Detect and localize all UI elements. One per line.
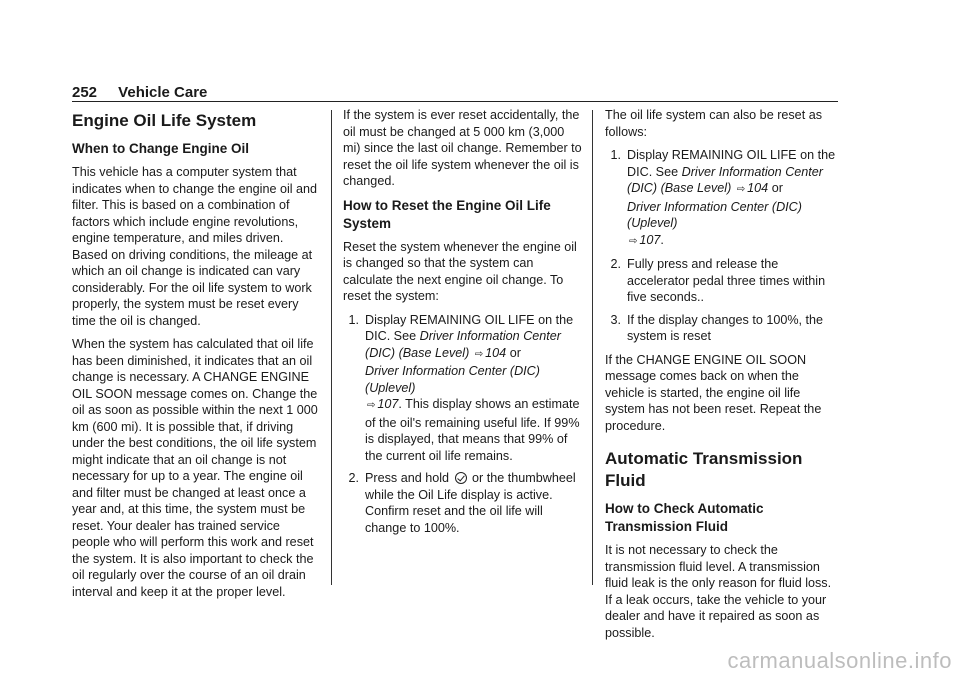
step-text: . This display shows an estimate of the oil's remaining useful life. If 99% is displayed, that means that 99% of the current oil life remains.	[365, 397, 580, 463]
page-ref-arrow-icon: ⇨	[474, 348, 484, 360]
step-number: 1.	[610, 148, 621, 162]
step-number: 2.	[610, 257, 621, 271]
step-text: Fully press and release the accelerator pedal three times within five seconds..	[627, 257, 826, 304]
subsection-heading: When to Change Engine Oil	[72, 141, 249, 156]
watermark: carmanualsonline.info	[727, 648, 952, 673]
step-text: or the thumbwheel while the Oil Life display is active. Confirm reset and the oil life will change to 100%.	[365, 471, 576, 535]
column-middle	[343, 107, 583, 543]
column-left	[72, 110, 320, 607]
page-header	[72, 84, 207, 101]
step-text: or	[771, 181, 783, 195]
steps-list	[343, 312, 583, 537]
step-number: 1.	[348, 312, 359, 327]
paragraph: When the system has calculated that oil life has been diminished, it indicates that an oil change is necessary. A CHANGE ENGINE OIL SOON message comes on. Change the oil as soon as possible within the next 1 000 km (600 mi). It is possible that, if driving under the best conditions, the oil life system might indicate that an oil change is not necessary for up to a year. The engine oil and filter must be changed at least once a year and, at this time, the system must be reset. Your dealer has trained service people who will perform this work and reset the system. It is also important to check the oil regularly over the course of an oil drain interval and keep it at the proper level.	[72, 337, 318, 599]
section-heading: Automatic Transmission Fluid	[605, 449, 803, 490]
step-text: Press and hold	[365, 471, 450, 485]
paragraph: Reset the system whenever the engine oil is changed so that the system can calculate the next engine oil change. To reset the system:	[343, 239, 577, 303]
checkmark-button-icon	[455, 472, 467, 484]
step-text: or	[509, 345, 521, 360]
paragraph: The oil life system can also be reset as follows:	[605, 108, 822, 139]
page-ref[interactable]: 104	[485, 345, 507, 360]
section-title: Vehicle Care	[118, 84, 208, 101]
list-item	[605, 256, 841, 306]
section-heading: Engine Oil Life System	[72, 111, 257, 130]
list-item	[605, 312, 841, 345]
subsection-heading: How to Reset the Engine Oil Life System	[343, 197, 551, 231]
paragraph: It is not necessary to check the transmission fluid level. A transmission fluid leak is the only reason for fluid loss. If a leak occurs, take the vehicle to your dealer and have it repaired as soon as possible.	[605, 543, 832, 640]
paragraph: This vehicle has a computer system that indicates when to change the engine oil and filter. This is based on a combination of factors which include engine revolutions, engine temperature, and miles driven. Based on driving conditions, the mileage at which an oil change is indicated can vary considerably. For the oil life system to work properly, the system must be reset every time the oil is changed.	[72, 165, 318, 328]
page-ref[interactable]: 107	[639, 232, 661, 247]
dic-uplevel-link[interactable]: Driver Information Center (DIC) (Uplevel)	[627, 199, 802, 230]
column-divider	[592, 110, 593, 585]
page-number: 252	[72, 84, 98, 101]
page-ref[interactable]: 104	[747, 181, 769, 195]
header-divider	[72, 101, 838, 102]
dic-base-link[interactable]: Driver Information Center (DIC) (Base Level)	[627, 164, 823, 195]
step-text: Display REMAINING OIL LIFE on the DIC. See	[365, 312, 574, 343]
page-ref-arrow-icon: ⇨	[736, 184, 746, 195]
step-text: If the display changes to 100%, the system is reset	[627, 312, 824, 343]
list-item	[343, 312, 583, 465]
dic-uplevel-link[interactable]: Driver Information Center (DIC) (Uplevel)	[365, 364, 540, 395]
page-ref-arrow-icon: ⇨	[367, 400, 376, 411]
list-item	[343, 470, 583, 536]
steps-list	[605, 147, 841, 345]
step-text: Display REMAINING OIL LIFE on the DIC. See	[627, 148, 836, 179]
page-ref[interactable]: 107	[377, 397, 399, 411]
paragraph: If the CHANGE ENGINE OIL SOON message comes back on when the vehicle is started, the engine oil life system has not been reset. Repeat the procedure.	[605, 352, 822, 433]
page-ref-arrow-icon: ⇨	[629, 235, 638, 247]
step-text: .	[660, 232, 664, 247]
paragraph: If the system is ever reset accidentally, the oil must be changed at 5 000 km (3,000 mi) since the last oil change. Remember to reset the oil life system whenever the oil is changed.	[343, 108, 582, 188]
step-number: 2.	[348, 471, 359, 485]
subsection-heading: How to Check Automatic Transmission Fluid	[605, 501, 764, 534]
dic-base-link[interactable]: Driver Information Center (DIC) (Base Level)	[365, 329, 561, 360]
column-right	[605, 107, 841, 648]
step-number: 3.	[610, 312, 621, 327]
column-divider	[331, 110, 332, 585]
list-item	[605, 147, 841, 250]
